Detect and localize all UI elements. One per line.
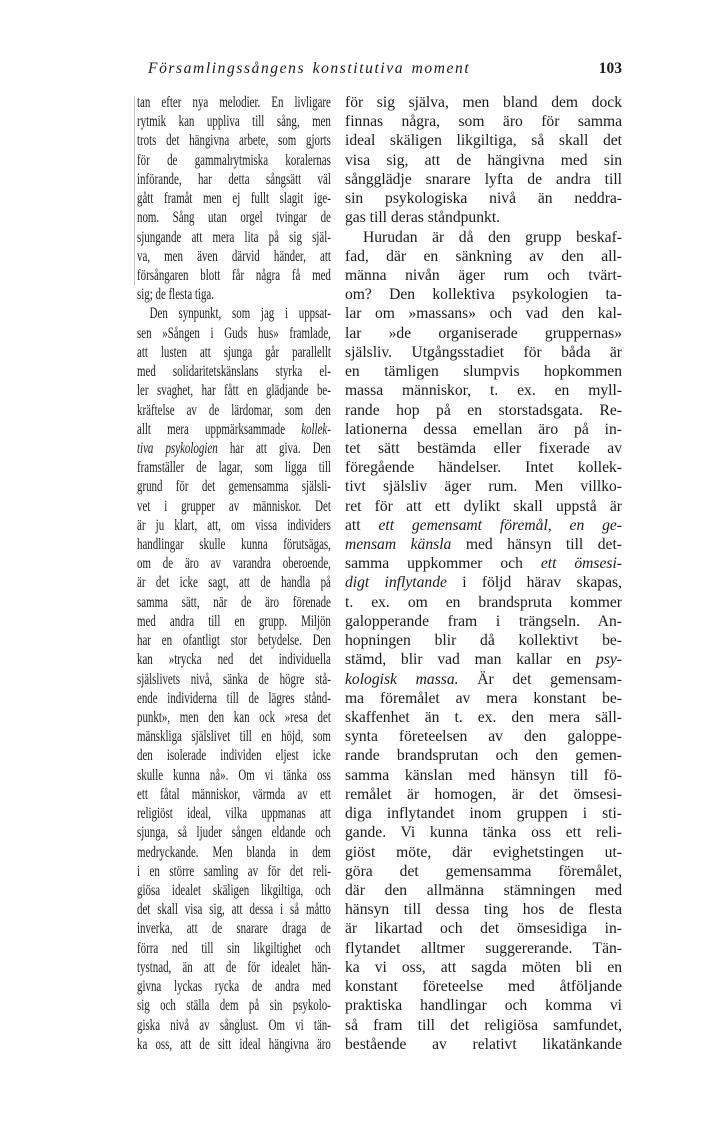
text-line: [345, 746, 622, 765]
text-line: [137, 670, 331, 689]
text-segment: kan »trycka ned det individuella: [137, 651, 331, 669]
text-segment: Är det gemensam-: [458, 670, 622, 688]
right-text-column: [345, 93, 622, 1054]
text-segment: med hänsyn till det-: [451, 536, 622, 554]
text-line: [345, 554, 622, 573]
text-line: [345, 631, 622, 650]
italic-text: ett gemensamt föremål, en ge-: [378, 516, 622, 534]
text-segment: sig och ställa dem på sin psykolo-: [137, 997, 331, 1015]
text-line: [137, 612, 331, 631]
text-line: [345, 420, 622, 439]
text-line: [345, 862, 622, 881]
text-segment: att: [345, 516, 379, 534]
text-line: [137, 823, 331, 842]
text-line: [137, 727, 331, 746]
text-line: [137, 516, 331, 535]
text-line: [345, 823, 622, 842]
text-segment: hänsyn till dessa ting hos de flesta: [345, 901, 622, 919]
text-line: [345, 497, 622, 516]
page-edge-shadow: [134, 96, 135, 286]
text-line: [345, 804, 622, 823]
text-line: [345, 612, 622, 631]
text-line: [137, 324, 331, 343]
left-text-column: [137, 93, 331, 1054]
text-segment: finnas några, som äro för samma: [345, 113, 622, 131]
text-segment: massa människor, t. ex. en myll-: [345, 382, 622, 400]
text-segment: är likartad och det ömsesidiga in-: [345, 920, 622, 938]
text-line: [345, 516, 622, 535]
text-line: [137, 131, 331, 150]
text-segment: va, men även därvid händer, att: [137, 247, 331, 265]
text-segment: männa nivån äger rum och tvärt-: [345, 266, 622, 284]
text-segment: ret för att ett dylikt skall uppstå är: [345, 497, 622, 515]
text-segment: är ju klart, att, om vissa individers: [137, 516, 331, 534]
text-line: [137, 189, 331, 208]
text-segment: själslivets nivå, sänka de högre stå-: [137, 670, 331, 688]
text-segment: ka vi oss, att sagda möten bli en: [345, 958, 622, 976]
text-line: [137, 593, 331, 612]
text-segment: handlingar skulle kunna förutsägas,: [137, 536, 331, 554]
text-line: [345, 228, 622, 247]
text-segment: sångglädje snarare lyfta de andra till: [345, 170, 622, 188]
text-line: [345, 477, 622, 496]
text-segment: konstant företeelse med åtföljande: [345, 978, 622, 996]
text-line: [137, 439, 331, 458]
text-segment: sjunga, så ljuder sången eldande och: [137, 824, 331, 842]
text-segment: giska nivå av sånglust. Om vi tän-: [137, 1016, 331, 1034]
text-line: [137, 343, 331, 362]
text-segment: nom. Sång utan orgel tvingar de: [137, 209, 331, 227]
text-segment: mänskliga själslivet till en höjd, som: [137, 728, 331, 746]
text-segment: föregående händelser. Intet kollek-: [345, 459, 622, 477]
text-line: [137, 362, 331, 381]
text-line: [137, 266, 331, 285]
text-line: [345, 900, 622, 919]
text-segment: rande hop på en storstadsgata. Re-: [345, 401, 622, 419]
text-line: [137, 708, 331, 727]
text-line: [137, 843, 331, 862]
text-segment: med solidaritetskänslans styrka el-: [137, 363, 331, 381]
text-segment: religiöst ideal, vilka uppmanas att: [137, 805, 331, 823]
text-segment: där den allmänna stämningen med: [345, 881, 622, 899]
text-line: [137, 689, 331, 708]
text-segment: med andra till en grupp. Miljön: [137, 612, 331, 630]
text-segment: skaffenhet än t. ex. den mera säll-: [345, 709, 622, 726]
text-segment: samma känslan med hänsyn till fö-: [345, 766, 622, 784]
text-line: [137, 958, 331, 977]
text-segment: den isolerade individen eljest icke: [137, 747, 331, 765]
text-line: [345, 670, 622, 689]
text-segment: framställer de lagar, som ligga till: [137, 459, 331, 477]
text-line: [345, 785, 622, 804]
italic-text: psy-: [596, 651, 622, 669]
text-segment: giöst möte, där evighetstingen ut-: [345, 843, 622, 861]
text-line: [137, 497, 331, 516]
text-line: [137, 554, 331, 573]
text-segment: om? Den kollektiva psykologien ta-: [345, 286, 622, 304]
text-line: [137, 381, 331, 400]
text-segment: har att giva. Den: [217, 439, 331, 457]
text-segment: är det icke sagt, att de handla på: [137, 574, 331, 592]
text-line: [345, 131, 622, 150]
text-line: [345, 247, 622, 266]
text-segment: hopningen blir då kollektivt be-: [345, 632, 622, 650]
text-segment: ett fåtal människor, värmda av ett: [137, 785, 331, 803]
text-line: [345, 573, 622, 592]
text-segment: Hurudan är då den grupp beskaf-: [363, 228, 622, 246]
text-line: [345, 266, 622, 285]
text-segment: bestående av relativt likatänkande: [345, 1035, 622, 1053]
text-segment: ma föremålet av mera konstant be-: [345, 689, 622, 707]
text-line: [345, 650, 622, 669]
text-line: [137, 151, 331, 170]
italic-text: kollek-: [301, 420, 331, 438]
italic-text: tiva psykologien: [137, 439, 218, 457]
text-segment: t. ex. om en brandspruta kommer: [345, 593, 622, 611]
text-segment: punkt», men den kan ock »resa det: [137, 709, 331, 726]
text-line: [137, 919, 331, 938]
text-line: [345, 285, 622, 304]
text-line: [345, 401, 622, 420]
text-segment: vet i grupper av människor. Det: [137, 497, 331, 515]
text-line: [137, 1016, 331, 1035]
text-line: [137, 573, 331, 592]
text-line: [345, 151, 622, 170]
text-line: [137, 1035, 331, 1054]
text-line: [345, 958, 622, 977]
text-segment: försångaren blott får några få med: [137, 266, 331, 284]
text-line: [345, 343, 622, 362]
text-segment: att lusten att sjunga går parallellt: [137, 343, 331, 361]
text-segment: ler svaghet, har fått en glädjande be-: [137, 382, 331, 400]
text-segment: fad, där en sänkning av den all-: [345, 247, 622, 265]
text-segment: sjungande att mera lita på sig själ-: [137, 228, 331, 246]
text-line: [345, 593, 622, 612]
text-line: [137, 535, 331, 554]
running-title: Församlingssångens konstitutiva moment: [148, 60, 471, 77]
text-segment: tet sätt bestämda eller fixerade av: [345, 439, 622, 457]
text-line: [345, 535, 622, 554]
text-segment: sen »Sången i Guds hus» framlade,: [137, 324, 331, 342]
text-segment: ka oss, att de sitt ideal hängivna äro: [137, 1035, 331, 1053]
text-segment: lar »de organiserade gruppernas»: [345, 324, 622, 342]
text-line: [137, 785, 331, 804]
text-segment: grund för det gemensamma själsli-: [137, 478, 331, 496]
text-segment: tivt själsliv äger rum. Men villko-: [345, 478, 622, 496]
text-segment: inverka, att de snarare draga de: [137, 920, 331, 938]
text-segment: samma sätt, när de äro förenade: [137, 593, 331, 611]
text-line: [345, 881, 622, 900]
text-line: [345, 324, 622, 343]
text-line: [137, 477, 331, 496]
text-segment: tan efter nya melodier. En livligare: [137, 94, 331, 111]
text-line: [345, 1035, 622, 1054]
text-line: [137, 401, 331, 420]
text-segment: ideal skäligen likgiltiga, så skall det: [345, 132, 622, 150]
text-segment: stämd, blir vad man kallar en: [345, 651, 597, 669]
text-line: [345, 843, 622, 862]
text-segment: kräftelse av de lärdomar, som den: [137, 401, 331, 419]
text-line: [345, 362, 622, 381]
italic-text: mensam känsla: [345, 536, 452, 554]
text-line: [345, 1016, 622, 1035]
text-line: [345, 689, 622, 708]
text-line: [137, 939, 331, 958]
text-line: [345, 112, 622, 131]
page-header: [148, 60, 622, 84]
text-line: [137, 170, 331, 189]
text-segment: lar om »massans» och vad den kal-: [345, 305, 622, 323]
text-line: [137, 650, 331, 669]
text-line: [345, 208, 622, 227]
text-line: [137, 208, 331, 227]
text-segment: allt mera uppmärksammade: [137, 420, 302, 438]
text-line: [137, 285, 331, 304]
text-line: [137, 766, 331, 785]
text-segment: en tämligen slumpvis hopkommen: [345, 363, 622, 381]
text-segment: rande brandsprutan och den gemen-: [345, 747, 622, 765]
text-line: [137, 93, 331, 112]
text-segment: diga inflytandet inom gruppen i sti-: [345, 805, 622, 823]
text-segment: giösa idealet skäligen likgiltiga, och: [137, 881, 331, 899]
text-segment: gande. Vi kunna tänka oss ett reli-: [345, 824, 622, 842]
text-segment: samma uppkommer och: [345, 555, 541, 573]
text-line: [345, 996, 622, 1015]
text-line: [137, 977, 331, 996]
text-line: [137, 900, 331, 919]
text-segment: förra ned till sin likgiltighet och: [137, 939, 331, 957]
text-segment: om de äro av varandra oberoende,: [137, 555, 331, 573]
text-line: [137, 112, 331, 131]
text-segment: remålet är homogen, är det ömsesi-: [345, 785, 622, 803]
text-segment: gas till deras ståndpunkt.: [345, 209, 501, 227]
text-line: [345, 766, 622, 785]
text-line: [137, 458, 331, 477]
text-line: [345, 708, 622, 727]
text-segment: det skall visa sig, att dessa i så måtto: [137, 901, 331, 919]
italic-text: ett ömsesi-: [540, 555, 622, 573]
text-segment: rytmik kan uppliva till sång, men: [137, 113, 331, 131]
text-line: [345, 458, 622, 477]
text-line: [137, 881, 331, 900]
text-line: [345, 439, 622, 458]
text-line: [137, 996, 331, 1015]
text-line: [345, 381, 622, 400]
italic-text: kologisk massa.: [345, 670, 459, 688]
text-segment: Den synpunkt, som jag i uppsat-: [149, 305, 331, 323]
text-segment: galopperande fram i trängseln. An-: [345, 612, 622, 630]
text-line: [137, 746, 331, 765]
text-line: [137, 804, 331, 823]
italic-text: digt inflytande: [345, 574, 447, 592]
text-segment: praktiska handlingar och komma vi: [345, 997, 622, 1015]
text-segment: visa sig, att de hängivna med sin: [345, 151, 622, 169]
text-segment: medryckande. Men blanda in dem: [137, 843, 331, 861]
text-segment: sin psykologiska nivå än neddra-: [345, 190, 622, 208]
text-line: [137, 631, 331, 650]
text-segment: för sig själva, men bland dem dock: [345, 94, 622, 111]
text-segment: skulle kunna nå». Om vi tänka oss: [137, 766, 331, 784]
text-segment: gått framåt men ej fullt slagit ige-: [137, 190, 331, 208]
text-segment: själsliv. Utgångsstadiet för båda är: [345, 343, 622, 361]
text-line: [137, 862, 331, 881]
text-line: [345, 727, 622, 746]
text-line: [345, 170, 622, 189]
text-line: [345, 977, 622, 996]
text-line: [137, 228, 331, 247]
text-segment: tystnad, än att de för idealet hän-: [137, 958, 331, 976]
text-line: [137, 420, 331, 439]
text-segment: i följd härav skapas,: [446, 574, 622, 592]
text-line: [345, 93, 622, 112]
text-segment: så fram till det religiösa samfundet,: [345, 1016, 622, 1034]
text-segment: flytandet alltmer suggererande. Tän-: [345, 939, 622, 957]
text-line: [345, 939, 622, 958]
text-line: [345, 189, 622, 208]
text-segment: synta företeelsen av den galoppe-: [345, 728, 622, 746]
text-segment: ende individerna till de lägres stånd-: [137, 689, 331, 707]
text-segment: har en ofantligt stor betydelse. Den: [137, 632, 331, 650]
text-segment: i en större samling av för det reli-: [137, 862, 331, 880]
text-line: [345, 304, 622, 323]
text-line: [345, 919, 622, 938]
text-segment: för de gammalrytmiska koralernas: [137, 151, 331, 169]
text-segment: sig; de flesta tiga.: [137, 286, 214, 304]
text-segment: trots det hängivna arbete, som gjorts: [137, 132, 331, 150]
text-segment: göra det gemensamma föremålet,: [345, 862, 622, 880]
page-number: 103: [598, 60, 622, 77]
text-segment: givna lyckas rycka de andra med: [137, 978, 331, 996]
text-segment: lationerna dessa emellan äro på in-: [345, 420, 622, 438]
text-segment: införande, har detta sångsätt väl: [137, 170, 331, 188]
text-line: [137, 247, 331, 266]
text-line: [137, 304, 331, 323]
